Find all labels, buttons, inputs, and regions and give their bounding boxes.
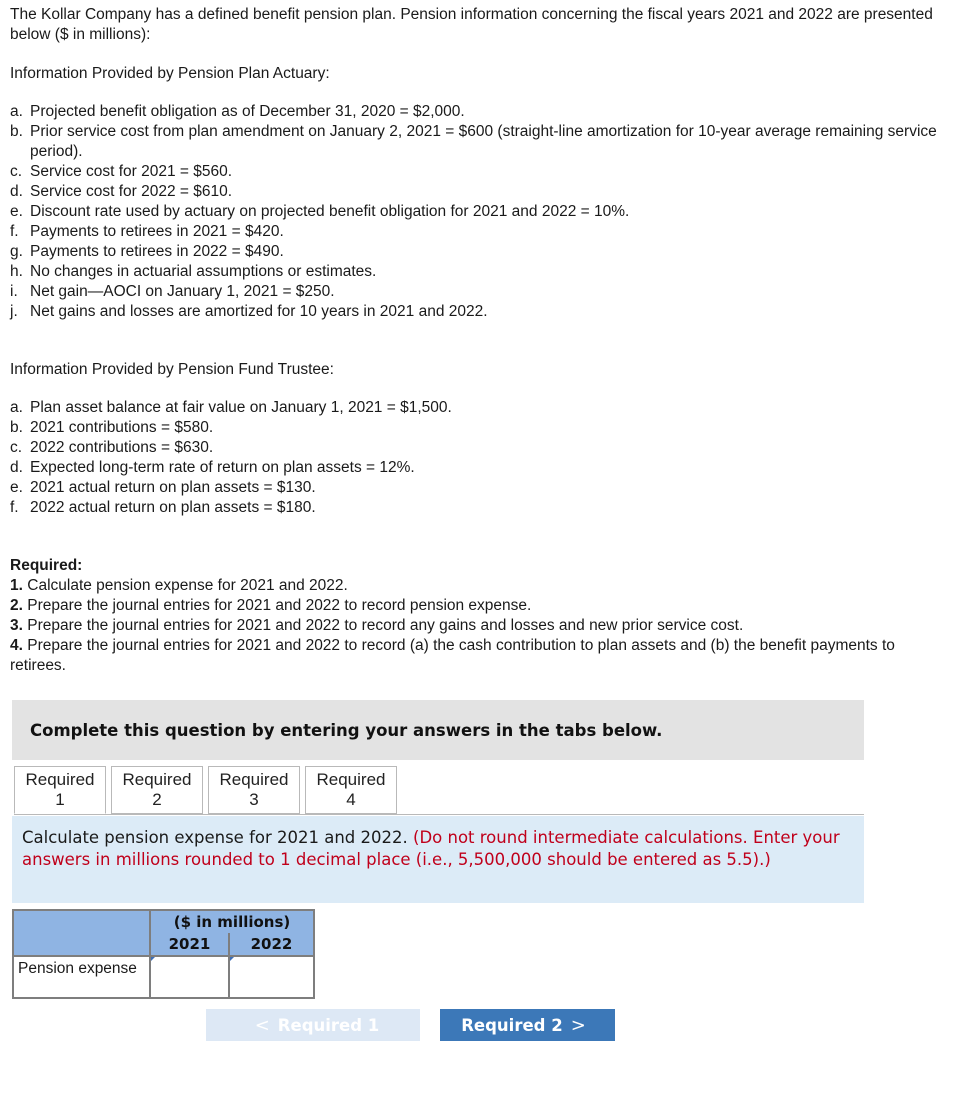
list-item <box>10 302 940 322</box>
item-letter: f. <box>10 223 19 240</box>
item-text: Payments to retirees in 2022 = $490. <box>30 243 284 260</box>
answer-table <box>12 909 315 999</box>
instructions-banner: Complete this question by entering your answers in the tabs below. <box>12 700 864 760</box>
item-letter: d. <box>10 459 23 476</box>
list-item <box>10 222 940 242</box>
item-letter: i. <box>10 283 18 300</box>
tab-number: 4 <box>346 790 356 809</box>
item-letter: a. <box>10 399 23 416</box>
list-item <box>10 498 940 518</box>
list-item <box>10 102 940 122</box>
item-text: 2022 contributions = $630. <box>30 439 214 456</box>
row-label-pension-expense: Pension expense <box>13 956 150 998</box>
tab-label: Required <box>25 770 95 789</box>
item-letter: d. <box>10 183 23 200</box>
trustee-list <box>10 398 940 518</box>
item-text: Payments to retirees in 2021 = $420. <box>30 223 284 240</box>
tab-required-3[interactable] <box>208 766 300 814</box>
item-text: 2021 contributions = $580. <box>30 419 214 436</box>
column-header-2022: 2022 <box>229 933 314 956</box>
item-letter: e. <box>10 203 23 220</box>
required-item <box>10 616 940 636</box>
instruction-note: (Do not round intermediate calculations. Enter your answers in millions rounded to 1 decimal place (i.e., 5,500,000 should be entered as 5.5).) <box>22 828 840 869</box>
item-text: Projected benefit obligation as of December 31, 2020 = $2,000. <box>30 103 465 120</box>
tab-required-4[interactable] <box>305 766 397 814</box>
pension-expense-2022-cell <box>229 956 314 998</box>
prev-tab-button[interactable] <box>206 1009 420 1041</box>
list-item <box>10 202 940 222</box>
list-item <box>10 122 940 162</box>
actuary-list <box>10 102 940 322</box>
item-letter: f. <box>10 499 19 516</box>
column-header-2021: 2021 <box>150 933 229 956</box>
required-header: Required: <box>10 557 83 574</box>
item-text: 2021 actual return on plan assets = $130. <box>30 479 316 496</box>
tab-label: Required <box>316 770 386 789</box>
tab-number: 2 <box>152 790 162 809</box>
item-letter: e. <box>10 479 23 496</box>
tab-required-1[interactable] <box>14 766 106 814</box>
item-text: No changes in actuarial assumptions or estimates. <box>30 263 377 280</box>
item-letter: b. <box>10 419 23 436</box>
tab-number: 3 <box>249 790 259 809</box>
required-item <box>10 636 940 676</box>
problem-intro: The Kollar Company has a defined benefit pension plan. Pension information concerning the fiscal years 2021 and 2022 are presented below ($ in millions): <box>10 6 933 43</box>
tab-number: 1 <box>55 790 65 809</box>
tab-divider <box>14 814 864 815</box>
item-text: Discount rate used by actuary on projected benefit obligation for 2021 and 2022 = 10%. <box>30 203 630 220</box>
corner-cell <box>13 910 150 956</box>
required-text: Prepare the journal entries for 2021 and 2022 to record any gains and losses and new prior service cost. <box>27 617 744 634</box>
item-text: Net gains and losses are amortized for 10 years in 2021 and 2022. <box>30 303 488 320</box>
list-item <box>10 162 940 182</box>
next-tab-label: Required 2 <box>461 1015 563 1035</box>
item-letter: g. <box>10 243 23 260</box>
item-text: Net gain—AOCI on January 1, 2021 = $250. <box>30 283 335 300</box>
item-text: Prior service cost from plan amendment on January 2, 2021 = $600 (straight-line amortization for 10-year average remaining service period). <box>30 123 937 160</box>
input-marker <box>230 957 234 961</box>
item-letter: j. <box>10 303 18 320</box>
required-num: 2. <box>10 597 23 614</box>
next-tab-button[interactable] <box>440 1009 615 1041</box>
pension-expense-2021-input[interactable] <box>151 969 228 986</box>
list-item <box>10 242 940 262</box>
item-letter: c. <box>10 439 23 456</box>
required-num: 1. <box>10 577 23 594</box>
required-text: Prepare the journal entries for 2021 and 2022 to record (a) the cash contribution to plan assets and (b) the benefit payments to retirees. <box>10 637 895 674</box>
list-item <box>10 478 940 498</box>
list-item <box>10 262 940 282</box>
tab-label: Required <box>219 770 289 789</box>
item-text: Service cost for 2021 = $560. <box>30 163 233 180</box>
item-letter: h. <box>10 263 23 280</box>
unit-header: ($ in millions) <box>150 910 314 933</box>
pension-expense-2021-cell <box>150 956 229 998</box>
tab-required-2[interactable] <box>111 766 203 814</box>
tab-label: Required <box>122 770 192 789</box>
list-item <box>10 398 940 418</box>
required-section <box>10 556 940 676</box>
chevron-left-icon: < <box>254 1014 270 1036</box>
actuary-section-title: Information Provided by Pension Plan Actuary: <box>10 65 330 82</box>
tab-bar <box>14 766 402 814</box>
instruction-main: Calculate pension expense for 2021 and 2022. <box>22 828 408 847</box>
trustee-section-title: Information Provided by Pension Fund Trustee: <box>10 361 334 378</box>
list-item <box>10 458 940 478</box>
required-item <box>10 596 940 616</box>
item-letter: b. <box>10 123 23 140</box>
item-text: 2022 actual return on plan assets = $180. <box>30 499 316 516</box>
required-item <box>10 576 940 596</box>
chevron-right-icon: > <box>570 1014 586 1036</box>
question-instruction <box>12 816 864 903</box>
item-text: Plan asset balance at fair value on January 1, 2021 = $1,500. <box>30 399 452 416</box>
required-text: Prepare the journal entries for 2021 and 2022 to record pension expense. <box>27 597 532 614</box>
prev-tab-label: Required 1 <box>277 1015 380 1035</box>
list-item <box>10 282 940 302</box>
list-item <box>10 182 940 202</box>
required-num: 3. <box>10 617 23 634</box>
pension-expense-2022-input[interactable] <box>230 969 313 986</box>
input-marker <box>151 957 155 961</box>
item-text: Expected long-term rate of return on plan assets = 12%. <box>30 459 415 476</box>
required-text: Calculate pension expense for 2021 and 2022. <box>27 577 348 594</box>
item-text: Service cost for 2022 = $610. <box>30 183 233 200</box>
list-item <box>10 418 940 438</box>
required-num: 4. <box>10 637 23 654</box>
item-letter: c. <box>10 163 23 180</box>
list-item <box>10 438 940 458</box>
item-letter: a. <box>10 103 23 120</box>
